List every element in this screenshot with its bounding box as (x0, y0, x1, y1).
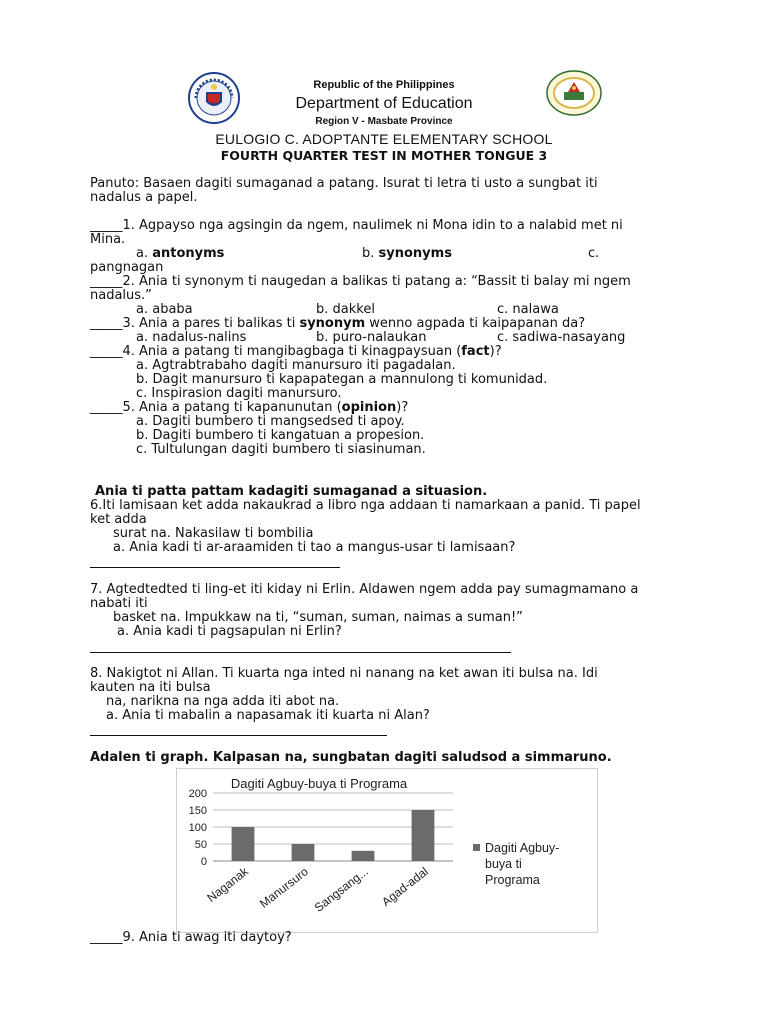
y-tick-label: 0 (200, 856, 207, 868)
instructions-line-1: Panuto: Basaen dagiti sumaganad a patang. Isurat ti letra ti usto a sungbat iti (90, 176, 598, 191)
q1-choice-a-letter: a. (136, 246, 153, 261)
q4-stem (90, 344, 502, 359)
instructions-line-2: nadalus a papel. (90, 190, 198, 205)
q7-line-3: basket na. Impukkaw na ti, “suman, suman, naimas a suman!” (113, 610, 523, 625)
q4-choice-b: b. Dagit manursuro ti kapapategan a mannulong ti komunidad. (136, 372, 548, 387)
school-name: EULOGIO C. ADOPTANTE ELEMENTARY SCHOOL (215, 131, 553, 147)
legend-label: Dagiti Agbuy- (485, 841, 560, 855)
q2-choice-a: a. ababa (136, 302, 193, 317)
x-tick-label: Agad-adal (379, 864, 431, 910)
q3-stem-start: _____3. Ania a pares ti balikas ti (90, 316, 300, 331)
q8-line-3: na, narikna na nga adda iti abot na. (106, 694, 340, 709)
q1-choice-a-text: antonyms (152, 246, 225, 261)
q9-question: _____9. Ania ti awag iti daytoy? (90, 930, 292, 945)
y-tick-label: 150 (188, 805, 207, 817)
x-tick-label: Manursuro (257, 864, 311, 911)
q8-line-1: 8. Nakigtot ni Allan. Ti kuarta nga inted ni nanang na ket awan iti bulsa na. Idi (90, 666, 598, 681)
x-tick-label: Sangsang... (311, 864, 371, 915)
q5-stem-start: _____5. Ania a patang ti kapanunutan ( (90, 400, 342, 415)
q2-stem-line-1: _____2. Ania ti synonym ti naugedan a balikas ti patang a: “Bassit ti balay mi ngem (90, 274, 631, 289)
q4-choice-a: a. Agtrabtrabaho dagiti manursuro iti pagadalan. (136, 358, 456, 373)
bar (412, 810, 435, 861)
x-tick-label: Naganak (204, 864, 251, 905)
q6-line-1: 6.Iti lamisaan ket adda nakaukrad a libro nga addaan ti namarkaan a panid. Ti papel (90, 498, 641, 513)
republic-line: Republic of the Philippines (313, 79, 455, 91)
q7-line-2: nabati iti (90, 596, 148, 611)
q3-stem-keyword: synonym (299, 316, 366, 331)
q1-stem-line-2: Mina. (90, 232, 126, 247)
q6-answer-line (90, 567, 340, 568)
q5-choice-c: c. Tultulungan dagiti bumbero ti siasinuman. (136, 442, 426, 457)
test-title: FOURTH QUARTER TEST IN MOTHER TONGUE 3 (220, 148, 548, 163)
q1-stem-line-1: _____1. Agpayso nga agsingin da ngem, naulimek ni Mona idin to a nalabid met ni (90, 218, 623, 233)
q1-choice-b-letter: b. (362, 246, 379, 261)
department-title: Department of Education (295, 95, 473, 112)
q6-line-3: surat na. Nakasilaw ti bombilia (113, 526, 314, 541)
region-line: Region V - Masbate Province (315, 116, 453, 127)
q1-choice-c: c. (588, 246, 600, 261)
section-2-heading: Ania ti patta pattam kadagiti sumaganad a situasion. (95, 484, 488, 499)
q3-stem-end: wenno agpada ti kaipapanan da? (365, 316, 586, 331)
legend-label: Programa (485, 873, 540, 887)
q2-stem-line-2: nadalus.” (90, 288, 152, 303)
bar (352, 851, 375, 861)
legend-label: buya ti (485, 857, 522, 871)
y-tick-label: 100 (188, 822, 207, 834)
q1-choice-c-text: pangnagan (90, 260, 164, 275)
q4-stem-end: )? (489, 344, 502, 359)
q4-stem-start: _____4. Ania a patang ti mangibagbaga ti kinagpaysuan ( (90, 344, 462, 359)
q3-choice-c: c. sadiwa-nasayang (497, 330, 626, 345)
q1-choice-b-text: synonyms (378, 246, 452, 261)
y-tick-label: 50 (194, 839, 207, 851)
q2-choice-c: c. nalawa (497, 302, 559, 317)
bar-chart (176, 768, 598, 933)
graph-section-heading: Adalen ti graph. Kalpasan na, sungbatan dagiti saludsod a simmaruno. (90, 750, 612, 765)
q8-question: a. Ania ti mabalin a napasamak iti kuarta ni Alan? (106, 708, 430, 723)
q3-choice-a: a. nadalus-nalins (136, 330, 247, 345)
y-tick-label: 200 (188, 788, 207, 800)
q5-stem-keyword: opinion (341, 400, 397, 415)
q6-question: a. Ania kadi ti ar-araamiden ti tao a mangus-usar ti lamisaan? (113, 540, 516, 555)
legend-swatch (473, 844, 480, 851)
bar (232, 827, 255, 861)
q5-choice-a: a. Dagiti bumbero ti mangsedsed ti apoy. (136, 414, 405, 429)
q6-line-2: ket adda (90, 512, 147, 527)
q2-choice-b: b. dakkel (316, 302, 375, 317)
q5-stem-end: )? (396, 400, 409, 415)
q7-answer-line (90, 652, 511, 653)
q5-stem (90, 400, 408, 415)
q5-choice-b: b. Dagiti bumbero ti kangatuan a propesion. (136, 428, 425, 443)
q8-line-2: kauten na iti bulsa (90, 680, 211, 695)
bar (292, 844, 315, 861)
q1-choice-a (136, 246, 224, 261)
chart-title: Dagiti Agbuy-buya ti Programa (230, 776, 408, 791)
q3-choice-b: b. puro-nalaukan (316, 330, 427, 345)
q8-answer-line (90, 735, 387, 736)
bar-chart-svg (177, 769, 597, 932)
q4-choice-c: c. Inspirasion dagiti manursuro. (136, 386, 342, 401)
q1-choice-b (362, 246, 452, 261)
q7-line-1: 7. Agtedtedted ti ling-et iti kiday ni Erlin. Aldawen ngem adda pay sumagmamano a (90, 582, 639, 597)
q7-question: a. Ania kadi ti pagsapulan ni Erlin? (117, 624, 342, 639)
q3-stem (90, 316, 585, 331)
q4-stem-keyword: fact (461, 344, 490, 359)
